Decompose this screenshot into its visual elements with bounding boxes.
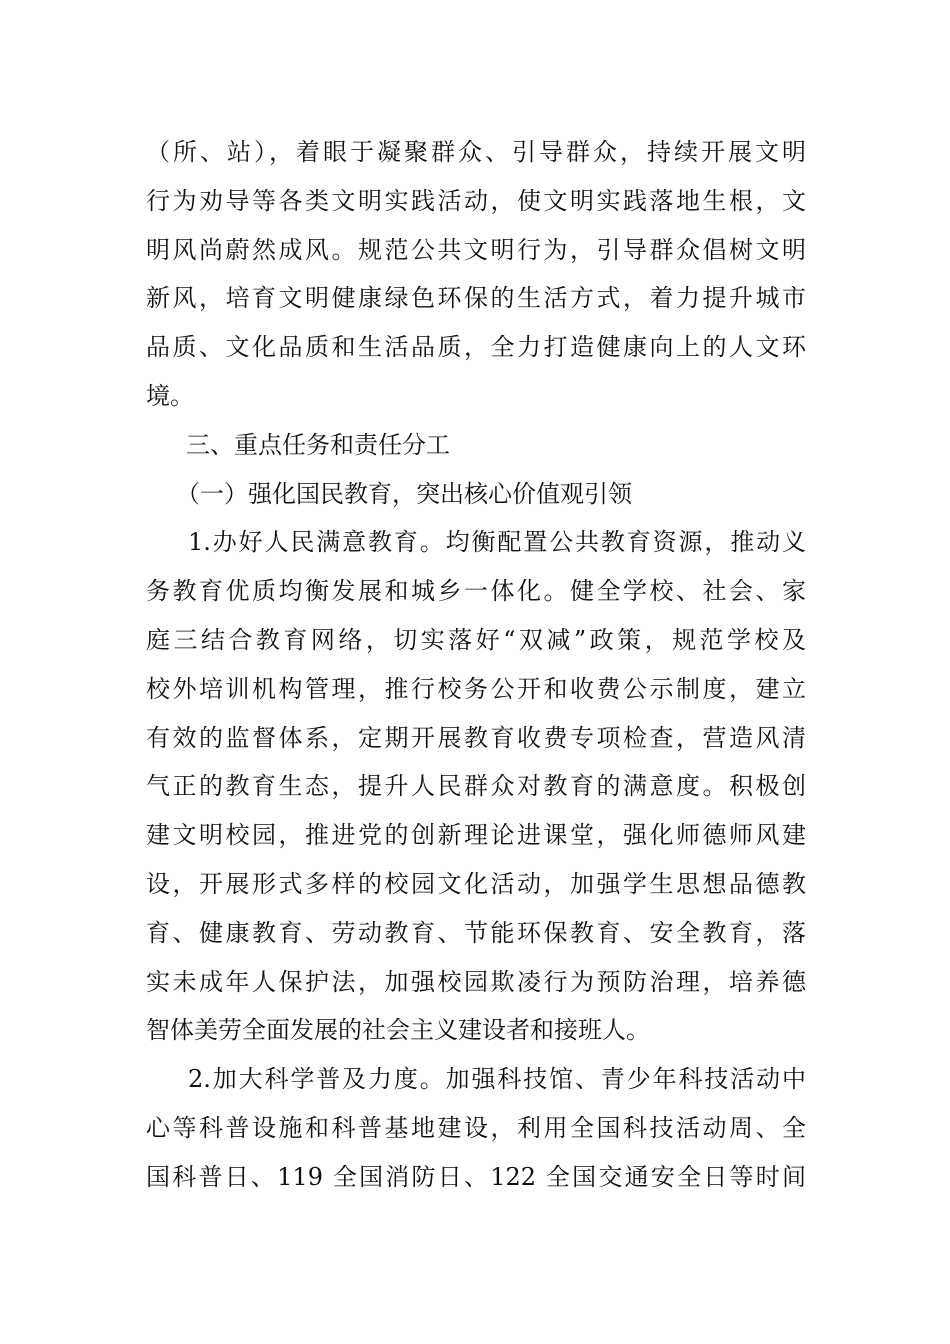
paragraph-line: 智体美劳全面发展的社会主义建设者和接班人。 [146, 1016, 650, 1045]
paragraph-line: 行为劝导等各类文明实践活动，使文明实践落地生根，文 [146, 186, 806, 215]
paragraph-line: 有效的监督体系，定期开展教育收费专项检查，营造风清 [146, 723, 806, 752]
paragraph-line: 设，开展形式多样的校园文化活动，加强学生思想品德教 [146, 869, 806, 898]
section-heading: 三、重点任务和责任分工 [186, 430, 450, 459]
paragraph-line: 国科普日、119 全国消防日、122 全国交通安全日等时间 [146, 1162, 806, 1191]
paragraph-line: 气正的教育生态，提升人民群众对教育的满意度。积极创 [146, 772, 806, 801]
paragraph-line: 务教育优质均衡发展和城乡一体化。健全学校、社会、家 [146, 577, 806, 606]
paragraph-line: 明风尚蔚然成风。规范公共文明行为，引导群众倡树文明 [146, 235, 806, 264]
paragraph-line: 2.加大科学普及力度。加强科技馆、青少年科技活动中 [188, 1065, 806, 1094]
paragraph-line: 建文明校园，推进党的创新理论进课堂，强化师德师风建 [146, 821, 806, 850]
paragraph-line: （所、站），着眼于凝聚群众、引导群众，持续开展文明 [146, 138, 806, 166]
document-body [146, 128, 806, 1202]
paragraph-line: 境。 [146, 381, 194, 410]
subsection-heading: （一）强化国民教育，突出核心价值观引领 [176, 479, 632, 508]
paragraph-line: 心等科普设施和科普基地建设，利用全国科技活动周、全 [146, 1113, 806, 1142]
paragraph-line: 1.办好人民满意教育。均衡配置公共教育资源，推动义 [188, 528, 806, 557]
paragraph-line: 新风，培育文明健康绿色环保的生活方式，着力提升城市 [146, 284, 806, 313]
paragraph-line: 校外培训机构管理，推行校务公开和收费公示制度，建立 [146, 674, 806, 703]
paragraph-line: 庭三结合教育网络，切实落好“双减”政策，规范学校及 [146, 625, 806, 654]
paragraph-line: 品质、文化品质和生活品质，全力打造健康向上的人文环 [146, 333, 806, 362]
paragraph-line: 育、健康教育、劳动教育、节能环保教育、安全教育，落 [146, 918, 806, 947]
paragraph-line: 实未成年人保护法，加强校园欺凌行为预防治理，培养德 [146, 967, 806, 996]
